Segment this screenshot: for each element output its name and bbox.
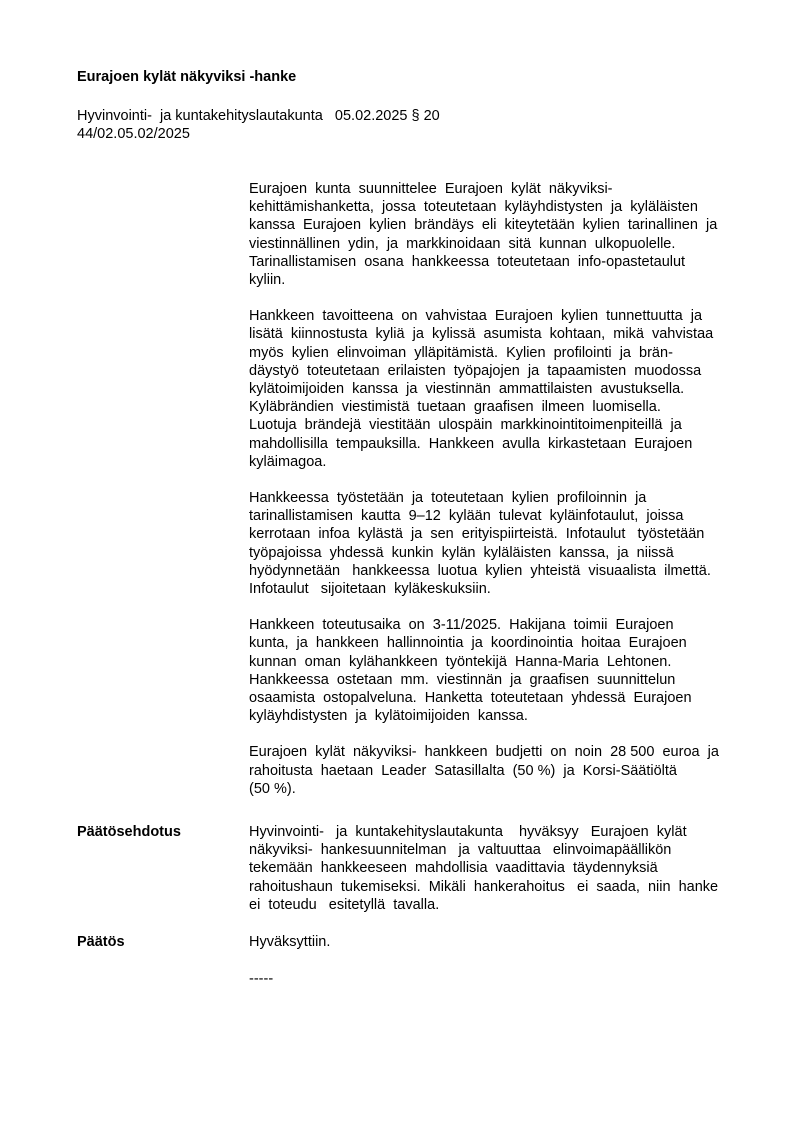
text-line: kyläimagoa. [249,453,327,470]
record-number: 44/02.05.02/2025 [77,126,190,143]
text-line: rahoitusta haetaan Leader Satasillalta (50 %) ja Korsi-Säätiöltä [249,762,677,779]
text-line: Kyläbrändien viestimistä tuetaan graafisen ilmeen luomisella. [249,399,661,416]
text-line: tekemään hankkeeseen mahdollisia vaadittavia täydennyksiä [249,860,658,877]
text-line: Hankkeen toteutusaika on 3-11/2025. Hakijana toimii Eurajoen [249,617,674,634]
committee-meeting-line: Hyvinvointi- ja kuntakehityslautakunta 05.02.2025 § 20 [77,108,440,124]
text-line: tarinallistamisen kautta 9–12 kylään tulevat kyläinfotaulut, joissa [249,508,684,525]
text-line: Tarinallistamisen osana hankkeessa toteutetaan info-opastetaulut [249,253,686,270]
text-line: lisätä kiinnostusta kyliä ja kylissä asumista kohtaan, mikä vahvistaa [249,326,714,343]
document-title: Eurajoen kylät näkyviksi -hanke [77,69,297,85]
text-line: näkyviksi- hankesuunnitelman ja valtuuttaa elinvoimapäällikön [249,842,672,859]
text-line: Luotuja brändejä viestitään ulospäin markkinointitoimenpiteillä ja [249,417,682,434]
text-line: kanssa Eurajoen kylien brändäys eli kiteytetään kylien tarinallinen ja [249,217,718,234]
text-line: työpajoissa yhdessä kunkin kylän kyläläisten kanssa, ja niissä [249,544,674,561]
text-line: viestinnällinen ydin, ja markkinoidaan sitä kunnan ulkopuolelle. [249,235,676,252]
text-line: myös kylien elinvoiman ylläpitämistä. Kylien profilointi ja brän- [249,344,673,361]
meeting-reference [77,107,440,143]
text-line: Hankkeen tavoitteena on vahvistaa Eurajoen kylien tunnettuutta ja [249,308,703,325]
text-line: Hyvinvointi- ja kuntakehityslautakunta hyväksyy Eurajoen kylät [249,824,687,840]
paragraph-infoboards [249,489,735,598]
text-line: rahoitushaun tukemiseksi. Mikäli hankerahoitus ei saada, niin hanke [249,878,719,895]
text-line: ei toteudu esitetyllä tavalla. [249,896,440,913]
text-line: Eurajoen kunta suunnittelee Eurajoen kylät näkyviksi- [249,181,613,197]
decision-label: Päätös [77,934,125,950]
decision-text [249,933,735,951]
proposal-text [249,823,735,914]
end-dashes: ----- [249,971,274,987]
text-line: kunta, ja hankkeen hallinnointia ja koordinointia hoitaa Eurajoen [249,635,687,652]
text-line: mahdollisilla tempauksilla. Hankkeen avulla kirkastetaan Eurajoen [249,435,693,452]
paragraph-goals [249,307,735,471]
text-line: däystyö toteutetaan erilaisten työpajojen ja tapaamisten muodossa [249,362,702,379]
text-line: kylätoimijoiden kanssa ja viestinnän ammattilaisten avustuksella. [249,381,685,398]
text-line: kerrotaan infoa kylästä ja sen erityispiirteistä. Infotaulut työstetään [249,526,705,543]
end-mark [249,970,735,988]
paragraph-intro [249,180,735,289]
text-line: Hankkeessa työstetään ja toteutetaan kylien profiloinnin ja [249,490,647,507]
text-line: kyliin. [249,272,286,289]
text-line: kehittämishanketta, jossa toteutetaan kyläyhdistysten ja kyläläisten [249,199,698,216]
text-line: Infotaulut sijoitetaan kyläkeskuksiin. [249,581,491,598]
text-line: osaamista ostopalveluna. Hanketta toteutetaan yhdessä Eurajoen [249,690,692,707]
paragraph-budget [249,743,735,798]
text-line: kunnan oman kylähankkeen työntekijä Hanna-Maria Lehtonen. [249,653,672,670]
text-line: Hankkeessa ostetaan mm. viestinnän ja graafisen suunnittelun [249,671,676,688]
decision-value: Hyväksyttiin. [249,934,331,950]
case-description [249,180,735,816]
text-line: hyödynnetään hankkeessa luotua kylien yhteistä visuaalista ilmettä. [249,562,711,579]
proposal-label: Päätösehdotus [77,824,181,840]
text-line: (50 %). [249,780,296,797]
paragraph-schedule [249,616,735,725]
text-line: Eurajoen kylät näkyviksi- hankkeen budjetti on noin 28 500 euroa ja [249,744,719,761]
text-line: kyläyhdistysten ja kylätoimijoiden kanssa. [249,708,528,725]
